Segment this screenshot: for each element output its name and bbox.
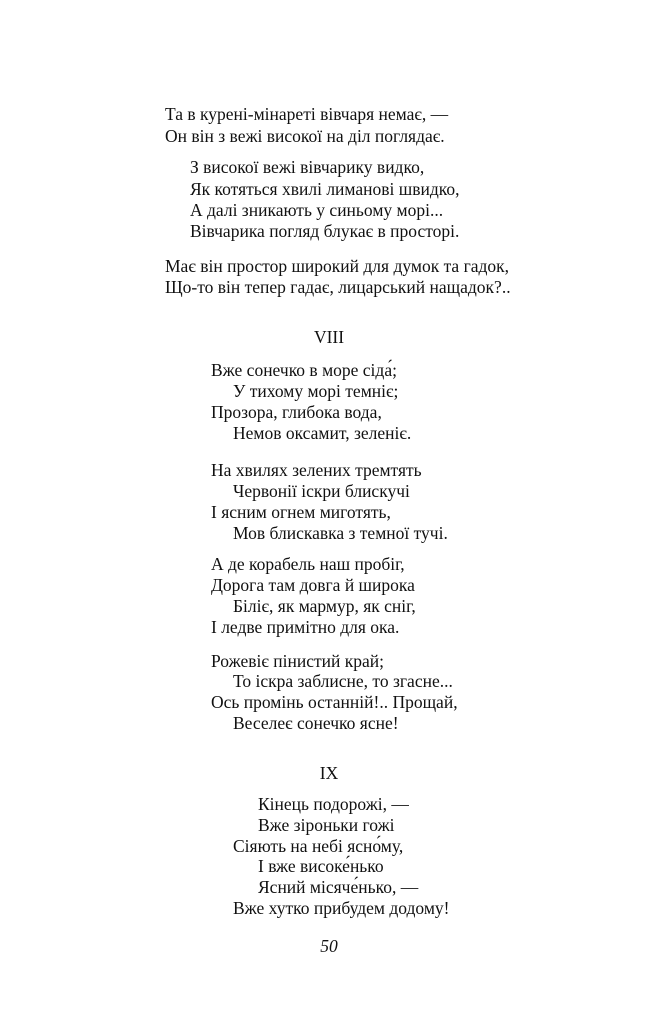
poem-line: І вже високе́нько [258, 856, 384, 876]
poem-line: Сіяють на небі ясно́му, [233, 836, 404, 856]
poem-line: Як котяться хвилі лиманові швидко, [190, 179, 460, 199]
poem-line: Ось промінь останній!.. Прощай, [211, 692, 458, 712]
poem-line: Та в курені-мінареті вівчаря немає, — [165, 104, 449, 124]
poem-line: Червонії іскри блискучі [233, 481, 410, 501]
poem-line: Вівчарика погляд блукає в просторі. [190, 221, 460, 241]
poem-line: Веселеє сонечко ясне! [233, 713, 399, 733]
poem-line: Біліє, як мармур, як сніг, [233, 596, 416, 616]
poem-line: У тихому морі темніє; [233, 381, 399, 401]
poem-line: Мов блискавка з темної тучі. [233, 523, 448, 543]
poem-line: Немов оксамит, зеленіє. [233, 423, 412, 443]
poem-line: І ледве примітно для ока. [211, 617, 400, 637]
section-heading: VIII [313, 327, 345, 347]
poem-line: Кінець подорожі, — [258, 794, 409, 814]
poem-line: Що-то він тепер гадає, лицарський нащадок?.. [165, 277, 511, 297]
poem-line: Ясний місяче́нько, — [258, 877, 419, 897]
poem-line: На хвилях зелених тремтять [211, 460, 422, 480]
poem-line: Вже сонечко в море сіда́; [211, 360, 397, 380]
poem-line: Дорога там довга й широка [211, 575, 415, 595]
poem-line: Вже зіроньки гожі [258, 815, 395, 835]
poem-line: То іскра заблисне, то згасне... [233, 671, 453, 691]
page-number: 50 [320, 936, 338, 956]
poem-line: А де корабель наш пробіг, [211, 554, 405, 574]
poem-line: А далі зникають у синьому морі... [190, 200, 444, 220]
poem-line: З високої вежі вівчарику видко, [190, 157, 425, 177]
section-heading: IX [319, 763, 339, 783]
poem-line: Прозора, глибока вода, [211, 402, 382, 422]
poem-line: Рожевіє пінистий край; [211, 651, 384, 671]
poem-line: Он він з вежі високої на діл поглядає. [165, 126, 445, 146]
poem-line: І ясним огнем миготять, [211, 502, 391, 522]
poem-line: Вже хутко прибудем додому! [233, 898, 450, 918]
poem-line: Має він простор широкий для думок та гадок, [165, 256, 510, 276]
